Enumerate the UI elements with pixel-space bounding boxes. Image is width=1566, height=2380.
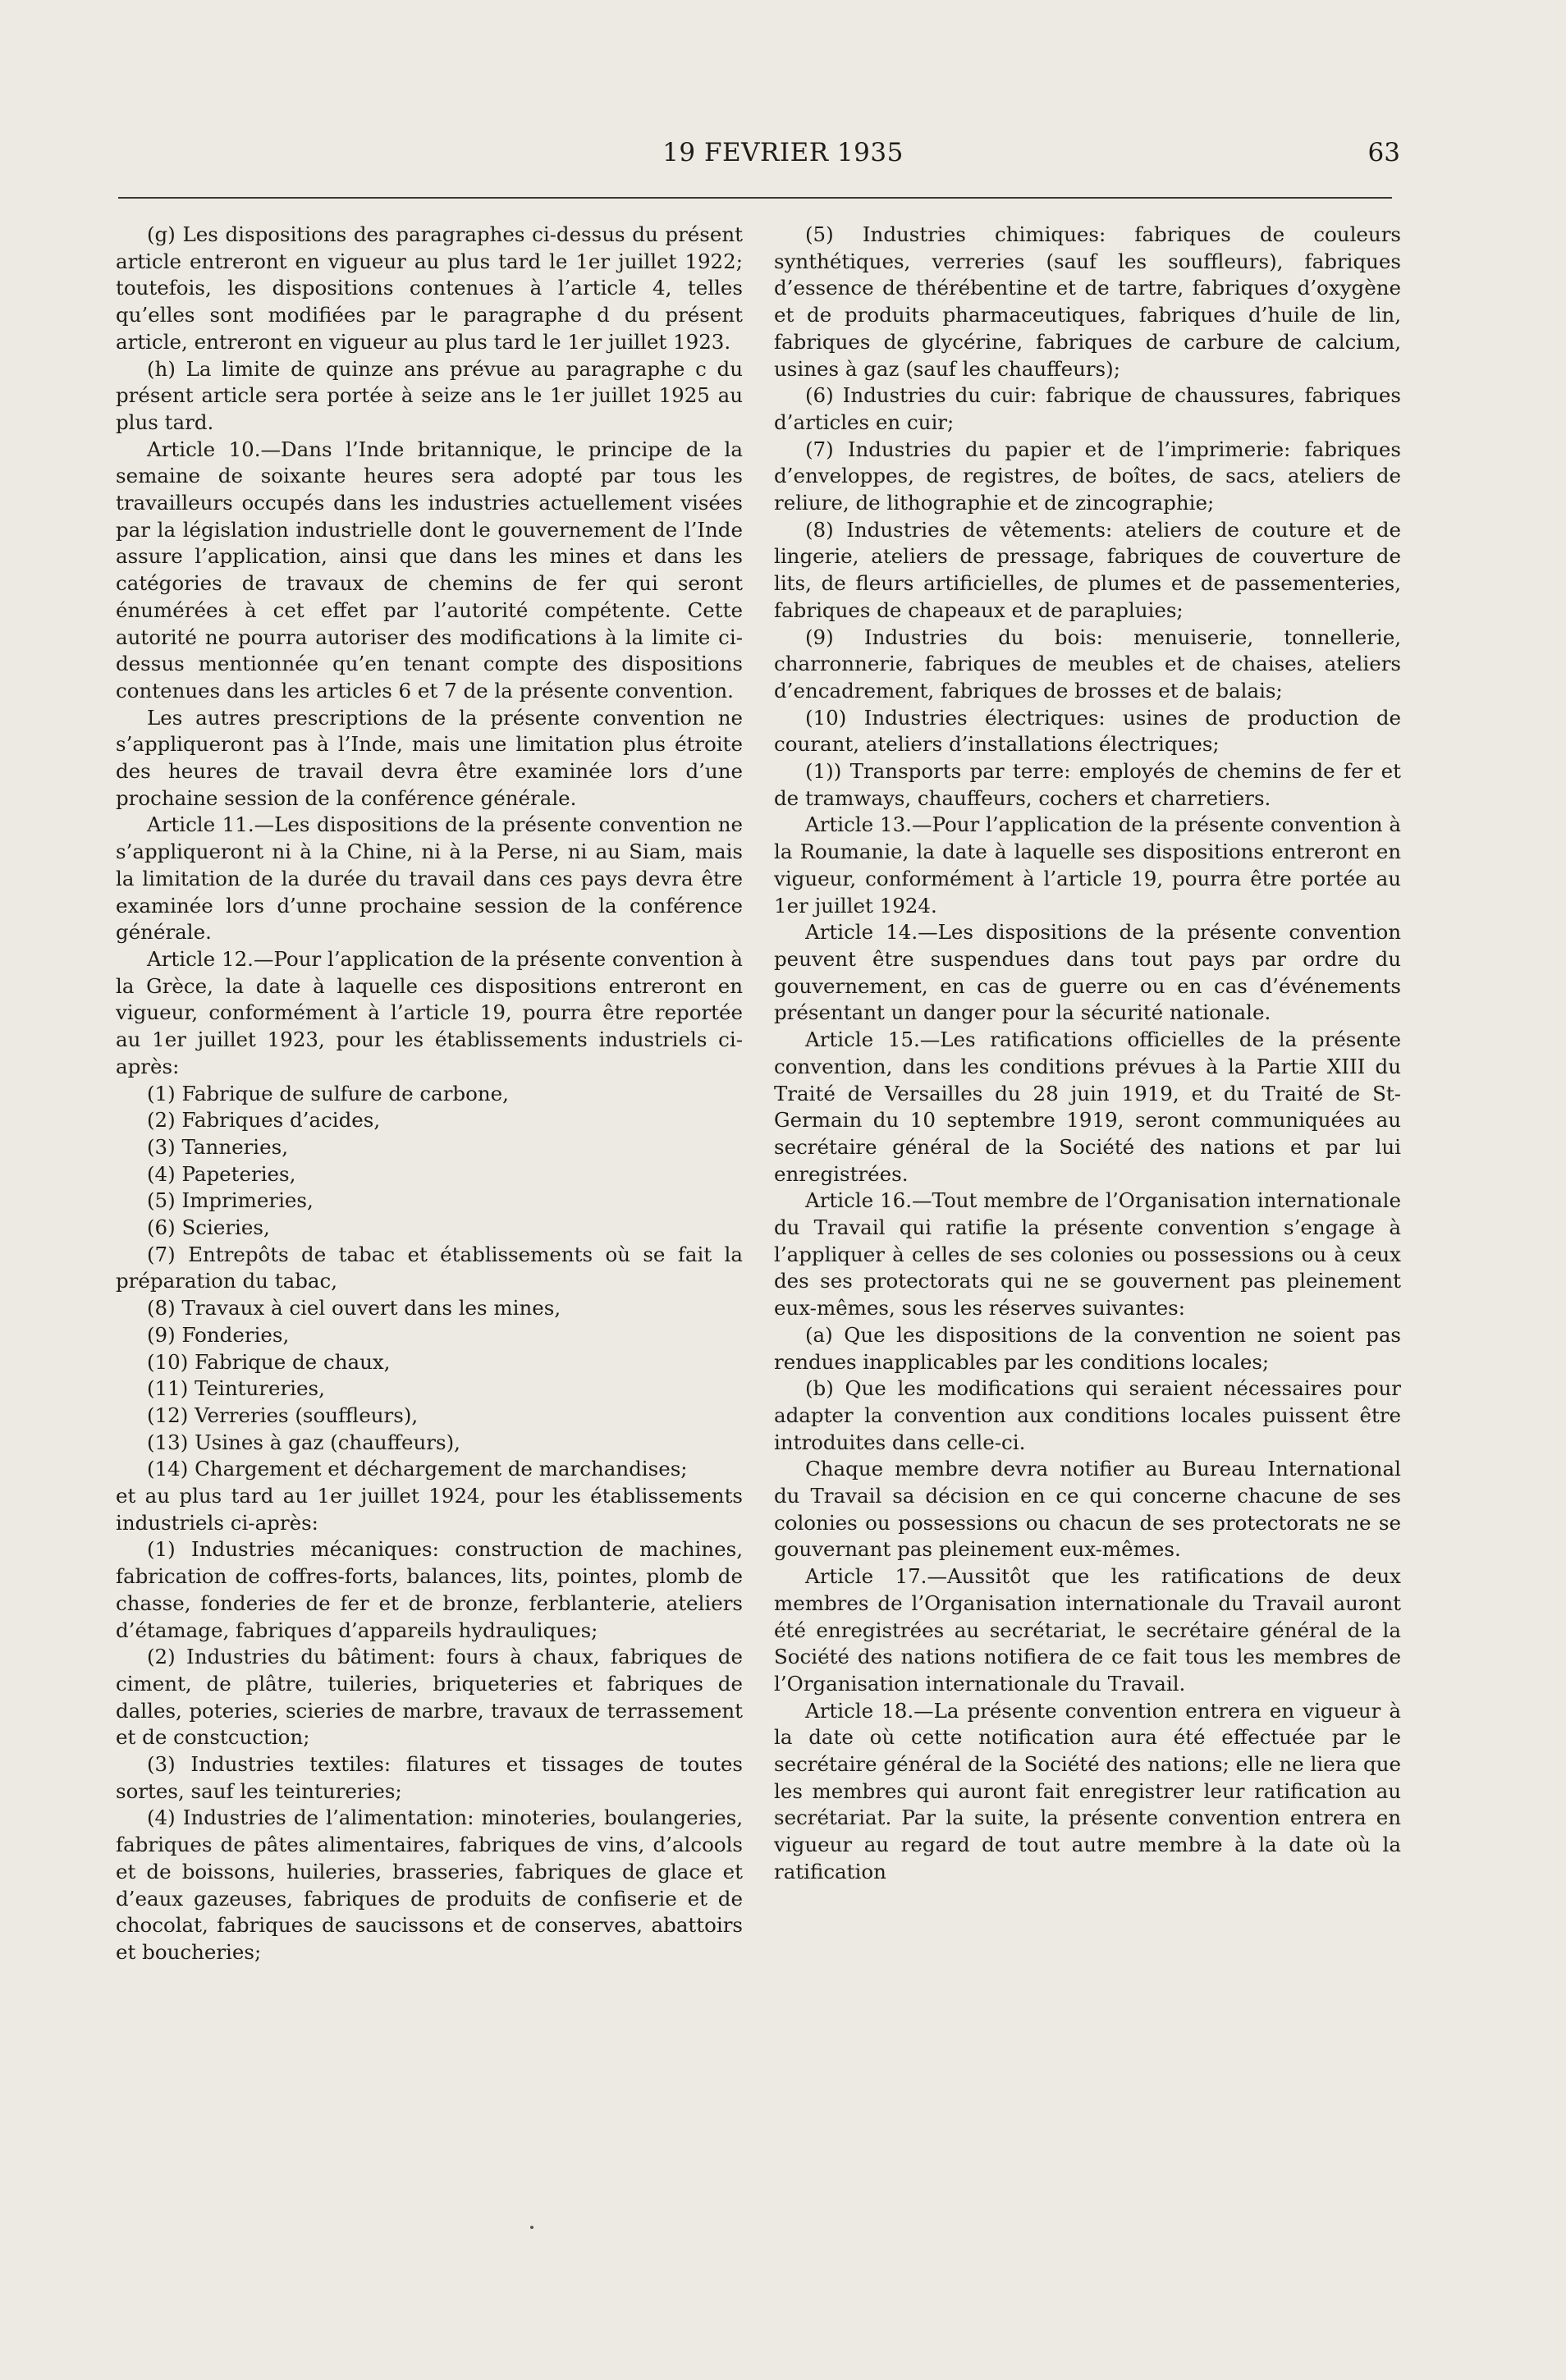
list-item: (6) Scieries,	[147, 1215, 270, 1240]
paragraph: (3) Industries textiles: filatures et tissages de toutes sortes, sauf les teintureries;	[116, 1752, 743, 1803]
header-date: 19 FEVRIER 1935	[662, 138, 904, 167]
paragraph: Article 11.—Les dispositions de la présente convention ne s’appliqueront ni à la Chine, ni à la Perse, ni au Siam, mais la limitation de la durée du travail dans ces pays devra être examinée lors d’unne prochaine session de la conférence générale.	[116, 812, 743, 945]
paragraph: Article 15.—Les ratifications officielles de la présente convention, dans les conditions prévues à la Partie XIII du Traité de Versailles du 28 juin 1919, et du Traité de St-Germain du 10 septembre 1919, seront communiquées au secrétaire général de la Société des nations et par lui enregistrées.	[774, 1028, 1401, 1186]
paragraph: (8) Industries de vêtements: ateliers de couture et de lingerie, ateliers de pressage, fabriques de couverture de lits, de fleurs artificielles, de plumes et de passementeries, fabriques de chapeaux et de parapluies;	[774, 517, 1401, 622]
list-item: (5) Imprimeries,	[147, 1188, 314, 1213]
paragraph: Chaque membre devra notifier au Bureau International du Travail sa décision en ce qui concerne chacune de ses colonies ou possessions ou chacun de ses protectorats ne se gouvernant pas pleinement eux-mêmes.	[774, 1457, 1401, 1562]
left-column	[116, 222, 743, 1966]
paragraph: Article 10.—Dans l’Inde britannique, le principe de la semaine de soixante heures sera adopté par tous les travailleurs occupés dans les industries actuellement visées par la législation industrielle dont le gouvernement de l’Inde assure l’application, ainsi que dans les mines et dans les catégories de travaux de chemins de fer qui seront énumérées à cet effet par l’autorité compétente. Cette autorité ne pourra autoriser des modifications à la limite ci-dessus mentionnée qu’en tenant compte des dispositions contenues dans les articles 6 et 7 de la présente convention.	[116, 437, 743, 703]
page-number: 63	[1367, 138, 1400, 167]
list-item: (10) Fabrique de chaux,	[147, 1349, 391, 1374]
list-item: (1) Fabrique de sulfure de carbone,	[147, 1081, 509, 1105]
list-item: (13) Usines à gaz (chauffeurs),	[147, 1430, 460, 1454]
list-item: (12) Verreries (souffleurs),	[147, 1403, 419, 1427]
paragraph: (h) La limite de quinze ans prévue au paragraphe c du présent article sera portée à seize ans le 1er juillet 1925 au plus tard.	[116, 356, 743, 434]
paragraph: (10) Industries électriques: usines de production de courant, ateliers d’installations électriques;	[774, 705, 1401, 757]
list-item: (2) Fabriques d’acides,	[147, 1108, 381, 1133]
paragraph: (4) Industries de l’alimentation: minoteries, boulangeries, fabriques de pâtes alimentaires, fabriques de vins, d’alcools et de boissons, huileries, brasseries, fabriques de glace et d’eaux gazeuses, fabriques de produits de confiserie et de chocolat, fabriques de saucissons et de conserves, abattoirs et boucheries;	[116, 1806, 743, 1964]
paragraph: (6) Industries du cuir: fabrique de chaussures, fabriques d’articles en cuir;	[774, 383, 1401, 434]
paragraph: Les autres prescriptions de la présente convention ne s’appliqueront pas à l’Inde, mais une limitation plus étroite des heures de travail devra être examinée lors d’une prochaine session de la conférence générale.	[116, 705, 743, 810]
paragraph: Article 18.—La présente convention entrera en vigueur à la date où cette notification aura été effectuée par le secrétaire général de la Société des nations; elle ne liera que les membres qui auront fait enregistrer leur ratification au secrétariat. Par la suite, la présente convention entrera en vigueur au regard de tout autre membre à la date où la ratification	[774, 1698, 1401, 1883]
paragraph: (g) Les dispositions des paragraphes ci-dessus du présent article entreront en vigueur au plus tard le 1er juillet 1922; toutefois, les dispositions contenues à l’article 4, telles qu’elles sont modifiées par le paragraphe d du présent article, entreront en vigueur au plus tard le 1er juillet 1923.	[116, 222, 743, 354]
page-dot	[530, 2226, 533, 2229]
paragraph: Article 14.—Les dispositions de la présente convention peuvent être suspendues dans tout pays par ordre du gouvernement, en cas de guerre ou en cas d’événements présentant un danger pour la sécurité nationale.	[774, 920, 1401, 1025]
right-column	[774, 222, 1401, 1886]
list-item: (8) Travaux à ciel ouvert dans les mines,	[147, 1296, 561, 1320]
paragraph: Article 12.—Pour l’application de la présente convention à la Grèce, la date à laquelle ces dispositions entreront en vigueur, conformément à l’article 19, pourra être reportée au 1er juillet 1923, pour les établissements industriels ci-après:	[116, 946, 743, 1078]
paragraph: (a) Que les dispositions de la convention ne soient pas rendues inapplicables par les conditions locales;	[774, 1322, 1401, 1374]
paragraph: et au plus tard au 1er juillet 1924, pour les établissements industriels ci-après:	[116, 1484, 743, 1535]
list-item: (11) Teintureries,	[147, 1376, 325, 1401]
paragraph: Article 13.—Pour l’application de la présente convention à la Roumanie, la date à laquelle ses dispositions entreront en vigueur, conformément à l’article 19, pourra être portée au 1er juillet 1924.	[774, 812, 1401, 918]
list-item: (4) Papeteries,	[147, 1161, 296, 1186]
header-rule	[118, 197, 1392, 199]
paragraph: (1) Industries mécaniques: construction de machines, fabrication de coffres-forts, balances, lits, pointes, plomb de chasse, fonderies de fer et de bronze, ferblanterie, ateliers d’étamage, fabriques d’appareils hydrauliques;	[116, 1537, 743, 1642]
paragraph: (1)) Transports par terre: employés de chemins de fer et de tramways, chauffeurs, cochers et charretiers.	[774, 759, 1401, 810]
paragraph: (7) Industries du papier et de l’imprimerie: fabriques d’enveloppes, de registres, de boîtes, de sacs, ateliers de reliure, de lithographie et de zincographie;	[774, 437, 1401, 515]
list-item: (9) Fonderies,	[147, 1322, 290, 1347]
list-item: (7) Entrepôts de tabac et établissements où se fait la préparation du tabac,	[116, 1242, 743, 1293]
paragraph: Article 17.—Aussitôt que les ratifications de deux membres de l’Organisation internationale du Travail auront été enregistrées au secrétariat, le secrétaire général de la Société des nations notifiera de ce fait tous les membres de l’Organisation internationale du Travail.	[774, 1564, 1401, 1696]
list-item: (3) Tanneries,	[147, 1134, 289, 1159]
paragraph: Article 16.—Tout membre de l’Organisation internationale du Travail qui ratifie la présente convention s’engage à l’appliquer à celles de ses colonies ou possessions ou à ceux des ses protectorats qui ne se gouvernent pas pleinement eux-mêmes, sous les réserves suivantes:	[774, 1188, 1401, 1320]
paragraph: (9) Industries du bois: menuiserie, tonnellerie, charronnerie, fabriques de meubles et de chaises, ateliers d’encadrement, fabriques de brosses et de balais;	[774, 625, 1401, 703]
paragraph: (b) Que les modifications qui seraient nécessaires pour adapter la convention aux conditions locales puissent être introduites dans celle-ci.	[774, 1376, 1401, 1454]
paragraph: (5) Industries chimiques: fabriques de couleurs synthétiques, verreries (sauf les souffleurs), fabriques d’essence de thérébentine et de tartre, fabriques d’oxygène et de produits pharmaceutiques, fabriques d’huile de lin, fabriques de glycérine, fabriques de carbure de calcium, usines à gaz (sauf les chauffeurs);	[774, 222, 1401, 381]
list-item: (14) Chargement et déchargement de marchandises;	[147, 1457, 688, 1481]
paragraph: (2) Industries du bâtiment: fours à chaux, fabriques de ciment, de plâtre, tuileries, briqueteries et fabriques de dalles, poteries, scieries de marbre, travaux de terrassement et de constcuction;	[116, 1645, 743, 1750]
